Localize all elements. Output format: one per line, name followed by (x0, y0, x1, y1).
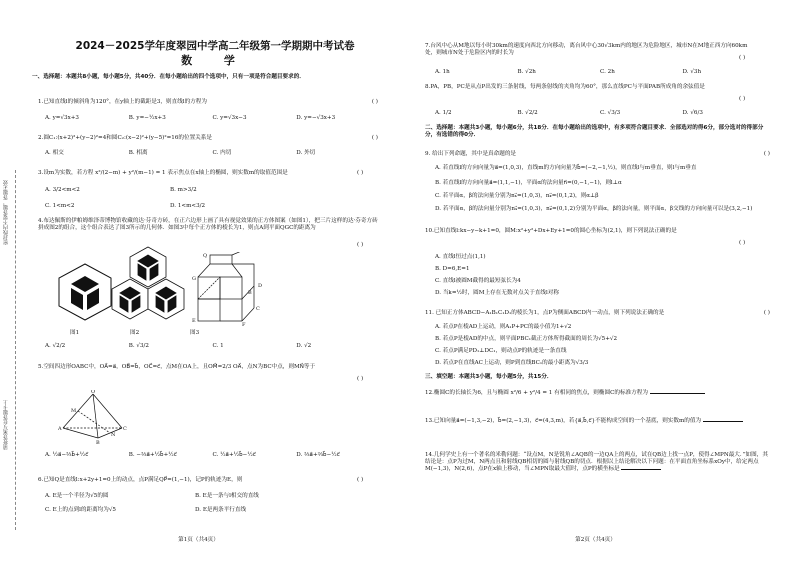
question-1 (38, 99, 378, 106)
question-9-stem: 9. 给出下列命题，其中是真命题的是 (425, 151, 517, 157)
page-1-footer: 第1页（共4页） (178, 537, 219, 543)
svg-text:G: G (192, 276, 196, 282)
option-c: C. y=√3x−3 (212, 115, 247, 121)
question-9-option-b: B. 若直线l的方向向量a⃗=(1,1,−1)，平面α的法向量n⃗=(0,−1,−1)，则l⊥α (435, 180, 622, 186)
figure-captions (70, 330, 250, 337)
question-5-options (45, 452, 380, 459)
option-b: B. E是一条与l相交的直线 (195, 493, 259, 499)
question-6-stem: 6.已知Q是直线l:x+2y+1=0上的动点，点P满足QP⃗=(1,−1)，记P的轨迹为E，则 (38, 477, 243, 483)
question-10-option-d: D. 当k=½时，圆M上存在无数对点关于直线l对称 (435, 290, 559, 296)
question-13-stem (425, 418, 770, 425)
question-4-options (45, 343, 380, 350)
option-d: D. √3h (682, 69, 702, 75)
option-d: D. E是两条平行直线 (195, 507, 247, 513)
option-d: D. y=−√3x+3 (296, 115, 336, 121)
option-d: D. 1<m<3/2 (170, 203, 206, 209)
option-c: C. ½a⃗+½b⃗−½c⃗ (212, 452, 256, 458)
option-b: B. √2/2 (517, 110, 538, 116)
answer-paren: ( ) (357, 170, 364, 176)
answer-paren: ( ) (739, 240, 746, 246)
question-9-option-a: A. 若直线l的方向向量为a⃗=(1,0,3)，直线m的方向向量为b⃗=(−2,−1,½)，则直线l与m垂直，则l与m垂直 (435, 165, 697, 171)
question-11-option-c: C. 若点P满足PD₁⊥DC₁，则动点P的轨迹是一条直线 (435, 348, 567, 354)
page-2 (397, 0, 794, 561)
question-14-text: 14.几何学史上有一个著名的米勒问题：“设点M，N是锐角∠AQB的一边QA上的两点，试在QB边上找一点P，使得∠MPN最大．”如图，其结论是：点P为过M，N两点且和射线QB相切的圆与射线QB的切点．根据以上结论解决以下问题：在平面直角坐标系xOy中，给定两点M(−1,3)，N(2,6)，点P在x轴上移动，当∠MPN取最大值时，点P的横坐标是 (425, 452, 768, 472)
option-b: B. −⅔a⃗+½b⃗+½c⃗ (128, 452, 177, 458)
figure-tetrahedron (58, 390, 128, 445)
section-1-heading: 一、选择题：本题共8小题，每小题5分，共40分．在每小题给出的四个选项中，只有一项是符合题目要求的． (32, 74, 305, 80)
answer-paren: ( ) (357, 477, 364, 483)
question-6-options-row1 (45, 493, 345, 500)
option-b: B. 相离 (128, 150, 148, 156)
question-13-text: 13.已知向量a⃗=(−1,3,−2)，b⃗=(2,−1,3)，c⃗=(4,3,m)，若{a⃗,b⃗,c⃗}不能构成空间的一个基底，则实数m的值为 (425, 418, 702, 424)
question-3-options-row1 (45, 187, 295, 194)
answer-paren: ( ) (763, 310, 770, 316)
question-3-stem: 3.设m为实数，若方程 x²/(2−m) + y²/(m−1) = 1 表示焦点在x轴上的椭圆，则实数m的取值范围是 (38, 170, 288, 176)
question-11-option-d: D. 若点P在直线AC上运动，则P到直线BC₁的最小距离为√3/3 (435, 360, 589, 366)
question-5-stem: 5.空间四边形OABC中，OA⃗=a⃗，OB⃗=b⃗，OC⃗=c⃗，点M在OA上，且OM⃗=2/3 OA⃗，点N为BC中点，则MN⃗等于 (38, 364, 316, 370)
question-8-options (435, 110, 765, 117)
section-2-heading: 二、选择题：本题共3小题，每小题6分，共18分．在每小题给出的选项中，有多项符合题目要求．全部选对的得6分，部分选对的得部分分，有选错的得0分． (425, 125, 764, 138)
answer-paren: ( ) (763, 151, 770, 157)
svg-text:B: B (96, 440, 100, 445)
question-8-stem: 8.PA，PB，PC是从点P出发的三条射线，每两条射线的夹角均为60°，那么直线PC与平面PAB所成角的余弦值是 (425, 84, 705, 90)
option-d: D. ⅔a⃗+⅔b⃗−½c⃗ (296, 452, 340, 458)
question-12-stem (425, 390, 770, 397)
option-a: A. 1h (435, 69, 450, 75)
answer-paren: ( ) (357, 242, 364, 248)
answer-blank[interactable] (650, 393, 705, 394)
question-2-options (45, 150, 380, 157)
answer-paren: ( ) (357, 376, 364, 382)
option-c: C. 内切 (212, 150, 232, 156)
svg-text:Q: Q (203, 253, 208, 259)
question-11-option-a: A. 若点P在棱AD上运动，则A₁P+PC的最小值为1+√2 (435, 324, 572, 330)
option-d: D. √6/3 (682, 110, 703, 116)
answer-paren: ( ) (371, 135, 378, 141)
page-2-footer: 第2页（共4页） (575, 537, 616, 543)
option-a: A. E是一个半径为√5的圆 (45, 493, 109, 499)
option-a: A. 1/2 (435, 110, 452, 116)
exam-title: 2024－2025学年度翠园中学高二年级第一学期期中考试卷 (75, 40, 355, 52)
answer-paren: ( ) (739, 55, 746, 61)
question-9-option-d: D. 若平面α，β的法向量分别为n₁⃗=(1,0,3)，n₂⃗=(0,1,2)分别为平面α，β的法向量，则平面α，β交线的方向向量可以是(3,2,−1) (435, 206, 753, 212)
option-c: C. E上的点到l的距离均为√5 (45, 507, 116, 513)
svg-text:C: C (123, 426, 127, 432)
svg-text:F: F (242, 322, 246, 327)
section-3-heading: 三、填空题：本题共3小题，每小题5分，共15分． (425, 374, 553, 380)
question-4-stem: 4.布达佩斯的伊帕姆维泽蒂博物馆收藏的达·芬奇方砖，在正六边形上画了具有视觉效果的正方体图案（如图1），把三片这样的达·芬奇方砖拼成图2的组合，这个组合表达了图3所示的几何体．如图3中每个正方体的棱长为1，则点A到平面QGC的距离为 (38, 218, 378, 231)
svg-text:D: D (258, 283, 263, 289)
answer-paren: ( ) (371, 99, 378, 105)
option-b: B. √3/2 (128, 343, 149, 349)
svg-text:C: C (256, 306, 260, 312)
option-c: C. √3/3 (600, 110, 621, 116)
option-b: B. y=−½x+3 (128, 115, 166, 121)
question-14-stem (425, 452, 770, 473)
svg-text:B: B (248, 290, 252, 296)
question-2 (38, 135, 378, 142)
question-11-option-b: B. 若点P是棱AD的中点，则平面PBC₁截正方体所得截面的周长为√5+√2 (435, 336, 618, 342)
exam-subject: 数 学 (181, 54, 249, 67)
option-a: A. y=√3x+3 (45, 115, 79, 121)
option-d: D. √2 (296, 343, 312, 349)
figure-2-tiles (108, 245, 188, 325)
option-a: A. ½a⃗−⅔b⃗+½c⃗ (45, 452, 89, 458)
question-10-option-b: B. D=6,E=1 (435, 266, 470, 272)
svg-text:M: M (71, 408, 77, 414)
figure-1-tile (55, 262, 115, 322)
svg-text:O: O (91, 390, 96, 395)
question-7-stem: 7.台风中心从M地以每小时30km的速度向西北方向移动，离台风中心30√3km内的地区为危险地区，城市N在M地正西方向60km处，则城市N处于危险区内的时长为 (425, 43, 748, 56)
option-a: A. 相交 (45, 150, 64, 156)
answer-blank[interactable] (621, 469, 661, 470)
seal-line (3, 170, 16, 530)
option-a: A. √2/2 (45, 343, 66, 349)
figure-3-cubes (188, 252, 268, 327)
answer-blank[interactable] (703, 421, 743, 422)
seal-text-1: 密封线内不要答题，答题无效 (3, 180, 9, 245)
option-c: C. 1 (212, 343, 224, 349)
question-3-options-row2 (45, 203, 295, 210)
question-11 (425, 310, 770, 317)
question-11-stem: 11. 已知正方体ABCD−A₁B₁C₁D₁的棱长为1，点P为侧面ABCD内一动点，则下列说法正确的是 (425, 310, 665, 316)
svg-text:N: N (111, 432, 116, 438)
question-10-option-a: A. 直线l恒过点(1,1) (435, 254, 486, 260)
question-1-options (45, 115, 380, 122)
option-c: C. 2h (600, 69, 615, 75)
option-d: D. 外切 (296, 150, 316, 156)
option-a: A. 3/2<m<2 (45, 187, 80, 193)
caption-fig-1: 图1 (70, 330, 80, 336)
question-9 (425, 151, 770, 158)
question-12-text: 12.椭圆C的长轴长为6，且与椭圆 x²/6 + y²/4 = 1 有相同的焦点，则椭圆C的标准方程为 (425, 390, 648, 396)
question-10-stem: 10.已知直线l:kx−y−k+1=0，圆M:x²+y²+Dx+Ey+1=0的圆心坐标为(2,1)，则下列说法正确的是 (425, 228, 677, 234)
question-10-option-c: C. 直线l被圆M截得的最短弦长为4 (435, 278, 521, 284)
question-9-option-c: C. 若平面α，β的法向量分别为n₁⃗=(1,0,3)，n₂⃗=(0,1,2)，则α⊥β (435, 193, 599, 199)
seal-text-2: 请将答案写在答题卡上 (3, 400, 9, 450)
answer-paren: ( ) (739, 96, 746, 102)
option-b: B. m>3/2 (170, 187, 197, 193)
question-6-options-row2 (45, 507, 345, 514)
question-7-options (435, 69, 765, 76)
question-1-stem: 1.已知直线l的倾斜角为120°，在y轴上的截距是3，则直线l的方程为 (38, 99, 207, 105)
svg-text:E: E (192, 318, 196, 324)
option-b: B. √2h (517, 69, 536, 75)
caption-fig-2: 图2 (130, 330, 140, 336)
question-2-stem: 2.圆C₁:(x+2)²+(y−2)²=4和圆C₂:(x−2)²+(y−5)²=16的位置关系是 (38, 135, 212, 141)
svg-text:A: A (58, 426, 62, 432)
option-c: C. 1<m<2 (45, 203, 75, 209)
caption-fig-3: 图3 (190, 330, 200, 336)
